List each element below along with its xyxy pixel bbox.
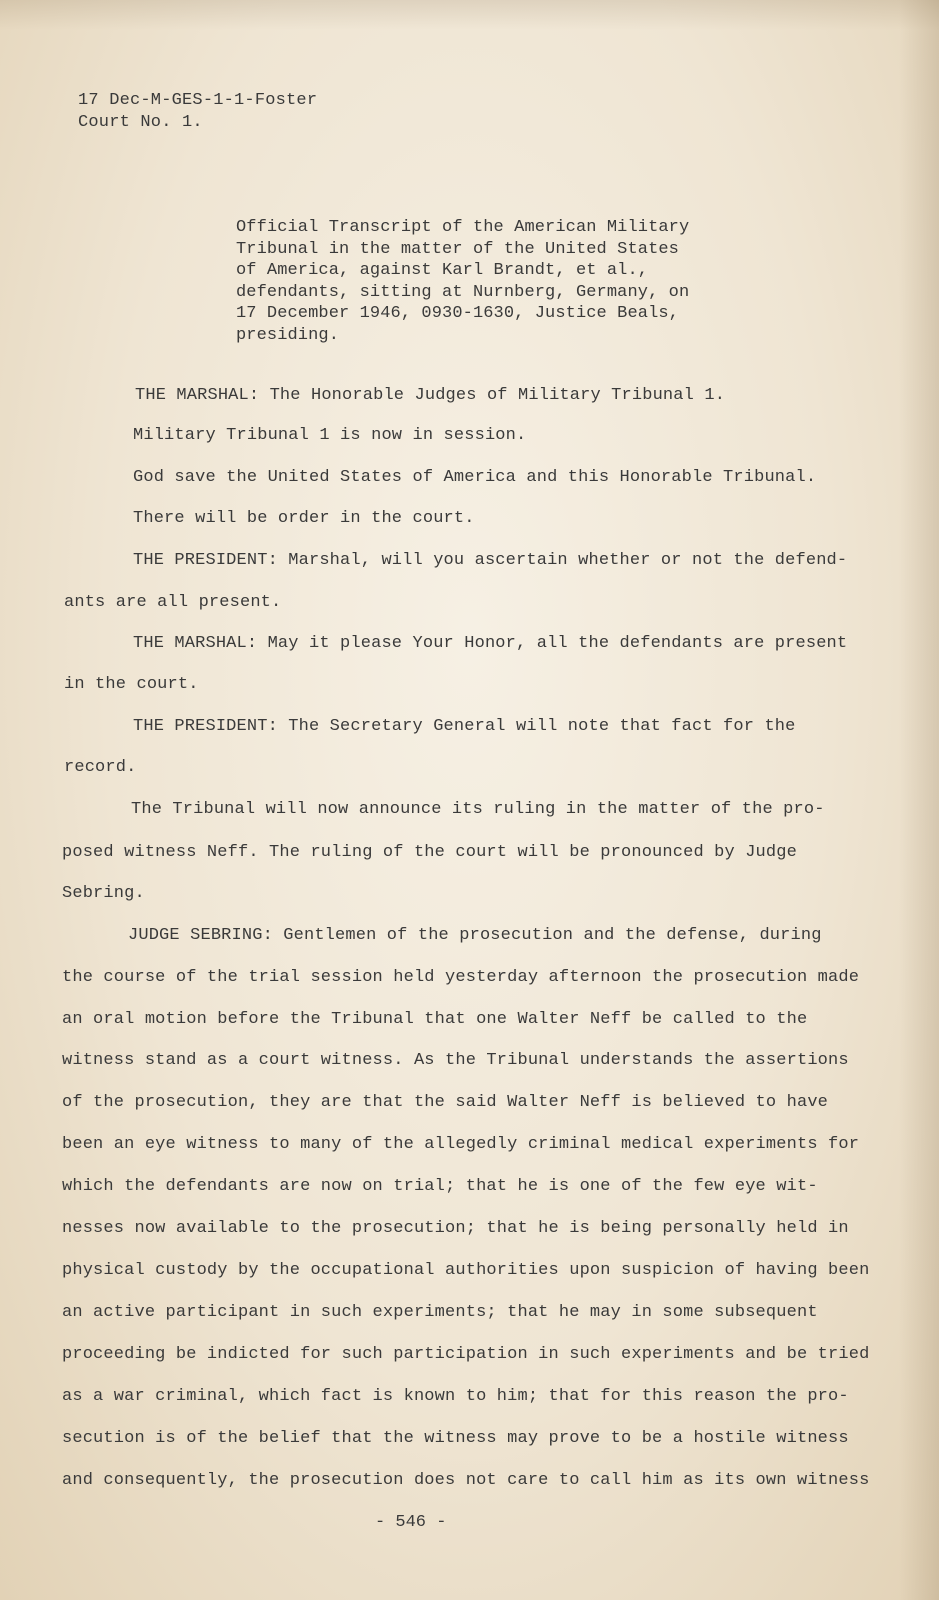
court-line: Court No. 1.	[78, 113, 203, 132]
body-line: the course of the trial session held yesterday afternoon the prosecution made	[62, 968, 860, 987]
transcript-caption	[236, 217, 689, 347]
body-line: nesses now available to the prosecution; that he is being personally held in	[62, 1219, 849, 1238]
doc-id-line: 17 Dec-M-GES-1-1-Foster	[78, 91, 318, 110]
body-line: The Tribunal will now announce its ruling in the matter of the pro-	[131, 800, 825, 819]
caption-line: of America, against Karl Brandt, et al.,	[236, 261, 649, 281]
page-number: - 546 -	[375, 1513, 447, 1532]
body-line: God save the United States of America and this Honorable Tribunal.	[133, 468, 817, 487]
body-line: physical custody by the occupational authorities upon suspicion of having been	[62, 1261, 870, 1280]
caption-line: Official Transcript of the American Military	[236, 218, 690, 237]
body-line: and consequently, the prosecution does not care to call him as its own witness	[62, 1471, 870, 1490]
body-line: THE PRESIDENT: The Secretary General will note that fact for the	[133, 717, 796, 736]
body-line: as a war criminal, which fact is known to him; that for this reason the pro-	[62, 1387, 849, 1406]
caption-line: defendants, sitting at Nurnberg, Germany, on	[236, 282, 690, 302]
body-line: ants are all present.	[64, 593, 282, 612]
body-line: of the prosecution, they are that the said Walter Neff is believed to have	[62, 1093, 829, 1112]
body-line: JUDGE SEBRING: Gentlemen of the prosecution and the defense, during	[128, 926, 822, 945]
caption-line: Tribunal in the matter of the United States	[236, 239, 679, 259]
body-line: record.	[64, 758, 137, 777]
body-line: THE MARSHAL: The Honorable Judges of Military Tribunal 1.	[135, 386, 726, 405]
body-line: Military Tribunal 1 is now in session.	[133, 426, 527, 445]
body-line: been an eye witness to many of the allegedly criminal medical experiments for	[62, 1135, 860, 1154]
document-identifier	[78, 90, 317, 134]
caption-line: 17 December 1946, 0930-1630, Justice Beals,	[236, 304, 679, 324]
body-line: There will be order in the court.	[133, 509, 475, 528]
body-line: secution is of the belief that the witness may prove to be a hostile witness	[62, 1429, 849, 1448]
paper-shadow-right	[899, 0, 939, 1600]
body-line: an active participant in such experiments; that he may in some subsequent	[62, 1303, 818, 1322]
body-line: which the defendants are now on trial; that he is one of the few eye wit-	[62, 1177, 818, 1196]
body-line: posed witness Neff. The ruling of the court will be pronounced by Judge	[62, 843, 797, 862]
body-line: an oral motion before the Tribunal that one Walter Neff be called to the	[62, 1010, 808, 1029]
body-line: witness stand as a court witness. As the Tribunal understands the assertions	[62, 1051, 849, 1070]
paper-shadow-top	[0, 0, 939, 30]
body-line: in the court.	[64, 675, 199, 694]
body-line: proceeding be indicted for such participation in such experiments and be tried	[62, 1345, 870, 1364]
body-line: THE MARSHAL: May it please Your Honor, all the defendants are present	[133, 634, 848, 653]
body-line: Sebring.	[62, 884, 145, 903]
caption-line: presiding.	[236, 325, 340, 345]
body-line: THE PRESIDENT: Marshal, will you ascertain whether or not the defend-	[133, 551, 848, 570]
